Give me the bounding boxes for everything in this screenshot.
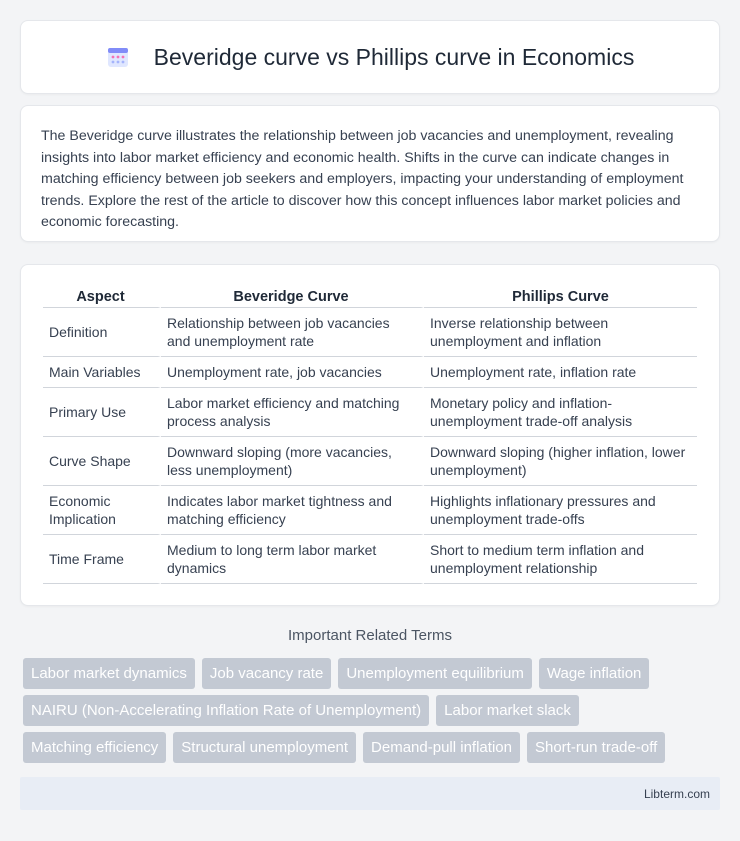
table-row [43, 308, 697, 357]
comparison-table [43, 285, 697, 584]
term-row [23, 732, 723, 763]
table-cell: Primary Use [43, 388, 161, 437]
table-cell: Definition [43, 308, 161, 357]
term-row [23, 658, 723, 689]
term-tag[interactable]: Labor market slack [436, 695, 579, 726]
table-cell: Highlights inflationary pressures and unemployment trade-offs [424, 486, 697, 535]
footer [20, 777, 720, 810]
term-tag[interactable]: NAIRU (Non-Accelerating Inflation Rate of Unemployment) [23, 695, 429, 726]
table-cell: Medium to long term labor market dynamics [161, 535, 424, 584]
table-cell: Downward sloping (higher inflation, lower unemployment) [424, 437, 697, 486]
table-cell: Labor market efficiency and matching process analysis [161, 388, 424, 437]
column-header-phillips: Phillips Curve [424, 285, 697, 308]
term-tag[interactable]: Wage inflation [539, 658, 650, 689]
term-tag[interactable]: Matching efficiency [23, 732, 166, 763]
table-cell: Relationship between job vacancies and unemployment rate [161, 308, 424, 357]
intro-text: The Beveridge curve illustrates the relationship between job vacancies and unemployment, revealing insights into labor market efficiency and economic health. Shifts in the curve can indicate changes in matching efficiency between job seekers and employers, impacting your understanding of employment trends. Explore the rest of the article to discover how this concept influences labor market policies and economic forecasting. [41, 128, 684, 230]
page-title: Beveridge curve vs Phillips curve in Economics [153, 43, 635, 70]
comparison-table-card [20, 264, 720, 606]
term-tag[interactable]: Structural unemployment [173, 732, 356, 763]
table-cell: Economic Implication [43, 486, 161, 535]
intro-card [20, 105, 720, 242]
term-tag[interactable]: Job vacancy rate [202, 658, 331, 689]
table-row [43, 486, 697, 535]
column-header-beveridge: Beveridge Curve [161, 285, 424, 308]
table-cell: Downward sloping (more vacancies, less unemployment) [161, 437, 424, 486]
table-cell: Monetary policy and inflation-unemployment trade-off analysis [424, 388, 697, 437]
column-header-aspect: Aspect [43, 285, 161, 308]
term-tag[interactable]: Unemployment equilibrium [338, 658, 532, 689]
table-cell: Inverse relationship between unemployment and inflation [424, 308, 697, 357]
table-header-row [43, 285, 697, 308]
table-cell: Unemployment rate, inflation rate [424, 357, 697, 388]
calendar-grid-icon [106, 45, 130, 69]
related-terms-title: Important Related Terms [288, 627, 452, 644]
term-tag[interactable]: Demand-pull inflation [363, 732, 520, 763]
table-row [43, 357, 697, 388]
table-row [43, 437, 697, 486]
table-cell: Curve Shape [43, 437, 161, 486]
term-row [23, 695, 723, 726]
table-cell: Time Frame [43, 535, 161, 584]
table-cell: Short to medium term inflation and unemployment relationship [424, 535, 697, 584]
table-row [43, 535, 697, 584]
footer-site-link[interactable]: Libterm.com [643, 786, 710, 801]
table-row [43, 388, 697, 437]
header-card [20, 20, 720, 94]
term-tag[interactable]: Labor market dynamics [23, 658, 195, 689]
table-cell: Indicates labor market tightness and matching efficiency [161, 486, 424, 535]
table-cell: Main Variables [43, 357, 161, 388]
table-cell: Unemployment rate, job vacancies [161, 357, 424, 388]
related-terms [23, 658, 723, 769]
term-tag[interactable]: Short-run trade-off [527, 732, 665, 763]
